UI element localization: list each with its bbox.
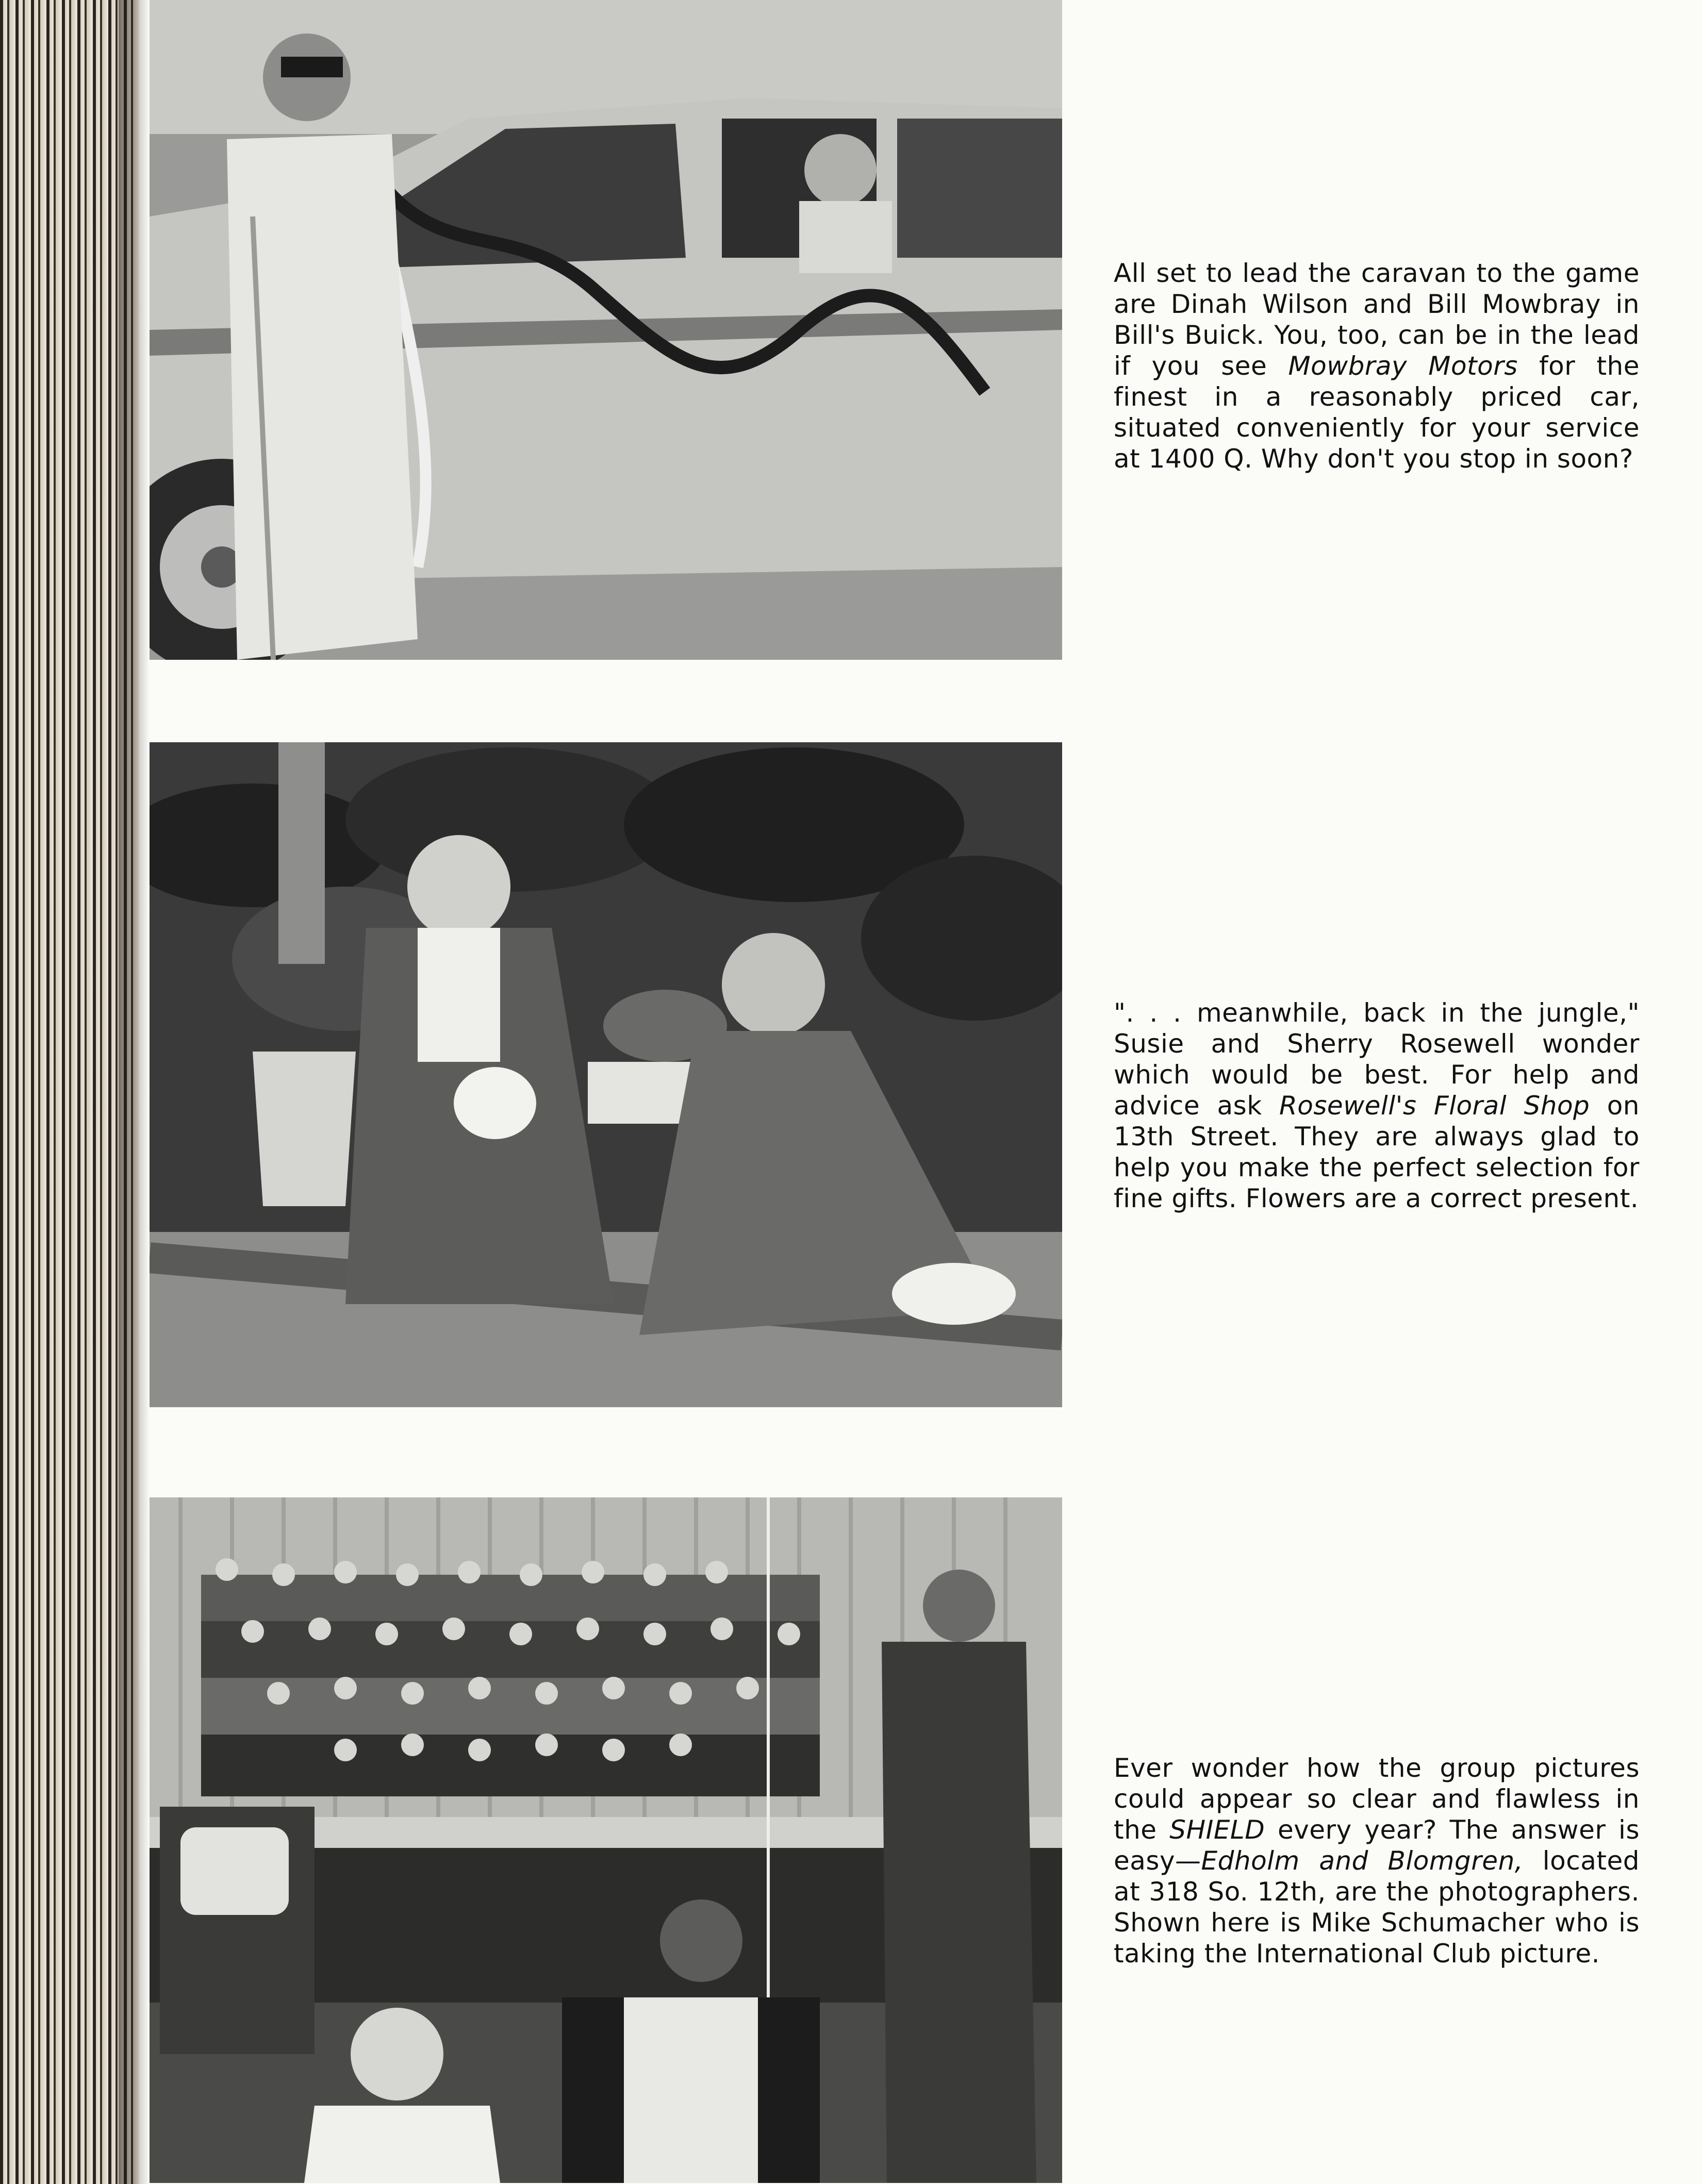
car-caption-text-end: for the finest in a reasonably priced car, situated conveniently for your service at 1400 Q. Why don't you stop in soon? (1114, 351, 1640, 474)
group-caption-text: Ever wonder how the group pictures could appear so clear and flawless in the (1114, 1753, 1640, 1845)
group-photo (150, 1497, 1062, 2183)
binding-shadow (119, 0, 150, 2184)
plants-caption-business: Rosewell's Floral Shop (1279, 1091, 1590, 1121)
car-photo (150, 0, 1062, 660)
car-photo-image (150, 0, 1062, 660)
group-caption-business: Edholm and Blomgren, (1201, 1846, 1524, 1876)
plants-photo-image (150, 742, 1062, 1407)
plants-caption (1114, 997, 1640, 1214)
plants-caption-text: ". . . meanwhile, back in the jungle," Susie and Sherry Rosewell wonder which would be best. For help and advice ask (1114, 998, 1640, 1121)
group-caption (1114, 1753, 1640, 1969)
plants-photo (150, 742, 1062, 1407)
car-caption-business: Mowbray Motors (1288, 351, 1518, 381)
group-caption-text-end: located at 318 So. 12th, are the photographers. Shown here is Mike Schumacher who is taking the International Club picture. (1114, 1846, 1640, 1969)
car-caption-text: All set to lead the caravan to the game are Dinah Wilson and Bill Mowbray in Bill's Buick. You, too, can be in the lead if you see (1114, 258, 1640, 381)
group-caption-yearbook: SHIELD (1169, 1815, 1265, 1845)
plants-caption-text-end: on 13th Street. They are always glad to help you make the perfect selection for fine gifts. Flowers are a correct present. (1114, 1091, 1640, 1213)
group-caption-text-middle: every year? The answer is easy— (1114, 1815, 1640, 1876)
car-caption (1114, 258, 1640, 474)
group-photo-image (150, 1497, 1062, 2183)
